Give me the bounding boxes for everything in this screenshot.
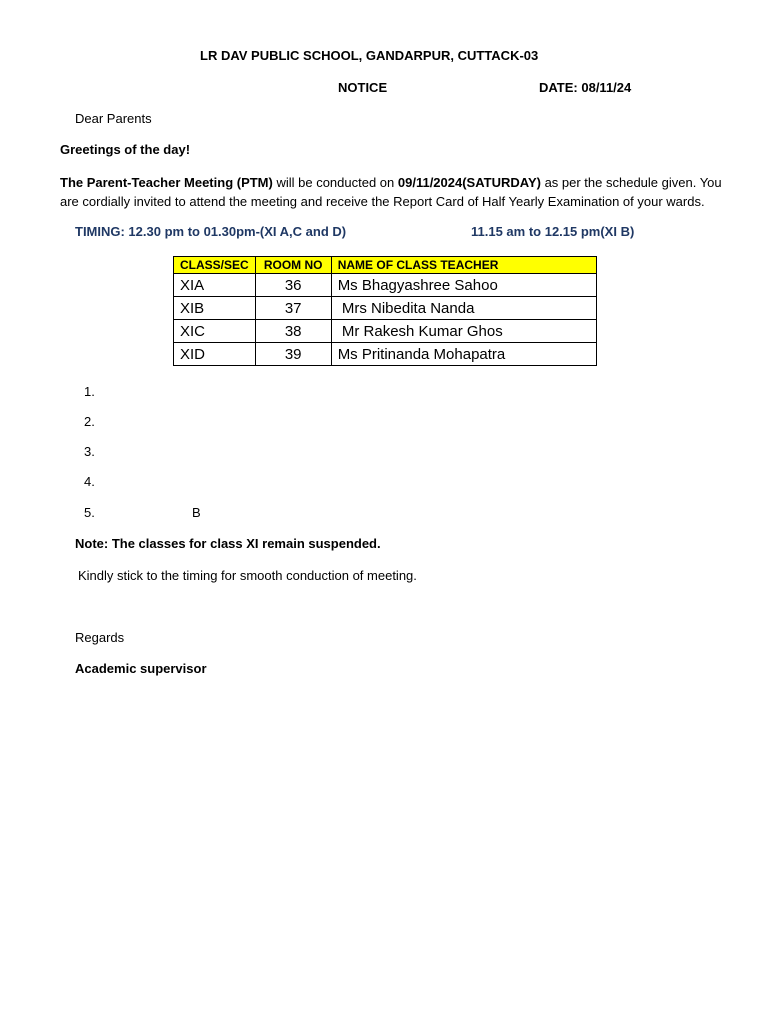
list-number: 3.	[84, 444, 95, 459]
class-cell: XIB	[174, 297, 256, 320]
list-number: 1.	[84, 384, 95, 399]
ptm-date: 09/11/2024(SATURDAY)	[397, 175, 541, 190]
table-header-row	[174, 257, 597, 274]
table-row	[174, 343, 597, 366]
list-item-text: B	[192, 505, 201, 520]
list-number: 5.	[84, 505, 95, 520]
ptm-name: The Parent-Teacher Meeting (PTM)	[60, 175, 273, 190]
suspension-note: Note: The classes for class XI remain suspended.	[75, 536, 381, 551]
school-name: LR DAV PUBLIC SCHOOL, GANDARPUR, CUTTACK-03	[200, 48, 539, 63]
teacher-cell: Ms Pritinanda Mohapatra	[331, 343, 596, 366]
signatory: Academic supervisor	[75, 661, 207, 676]
greeting: Greetings of the day!	[60, 142, 191, 157]
body-text-1: will be conducted on	[272, 175, 398, 190]
teacher-cell: Mrs Nibedita Nanda	[331, 297, 596, 320]
list-number: 2.	[84, 414, 95, 429]
class-cell: XIC	[174, 320, 256, 343]
timing-main: TIMING: 12.30 pm to 01.30pm-(XI A,C and D)	[75, 224, 347, 239]
timing-xib: 11.15 am to 12.15 pm(XI B)	[471, 224, 635, 239]
notice-heading: NOTICE	[338, 80, 388, 95]
room-cell: 39	[255, 343, 331, 366]
timing-reminder: Kindly stick to the timing for smooth conduction of meeting.	[78, 568, 417, 583]
col-teacher-name: NAME OF CLASS TEACHER	[331, 257, 596, 274]
teacher-cell: Ms Bhagyashree Sahoo	[331, 274, 596, 297]
body-text-2: as per the schedule given. You are cordially invited to attend the meeting and receive the Report Card of Half Yearly Examination of your wards.	[60, 175, 722, 209]
col-class-sec: CLASS/SEC	[174, 257, 256, 274]
notice-body	[60, 173, 728, 211]
table-row	[174, 274, 597, 297]
teacher-cell: Mr Rakesh Kumar Ghos	[331, 320, 596, 343]
notice-date: DATE: 08/11/24	[539, 80, 632, 95]
col-room-no: ROOM NO	[255, 257, 331, 274]
room-cell: 38	[255, 320, 331, 343]
class-cell: XID	[174, 343, 256, 366]
salutation: Dear Parents	[75, 111, 152, 126]
closing-regards: Regards	[75, 630, 125, 645]
class-cell: XIA	[174, 274, 256, 297]
table-row	[174, 320, 597, 343]
list-number: 4.	[84, 474, 95, 489]
room-cell: 37	[255, 297, 331, 320]
table-row	[174, 297, 597, 320]
teacher-room-table	[173, 256, 597, 366]
room-cell: 36	[255, 274, 331, 297]
